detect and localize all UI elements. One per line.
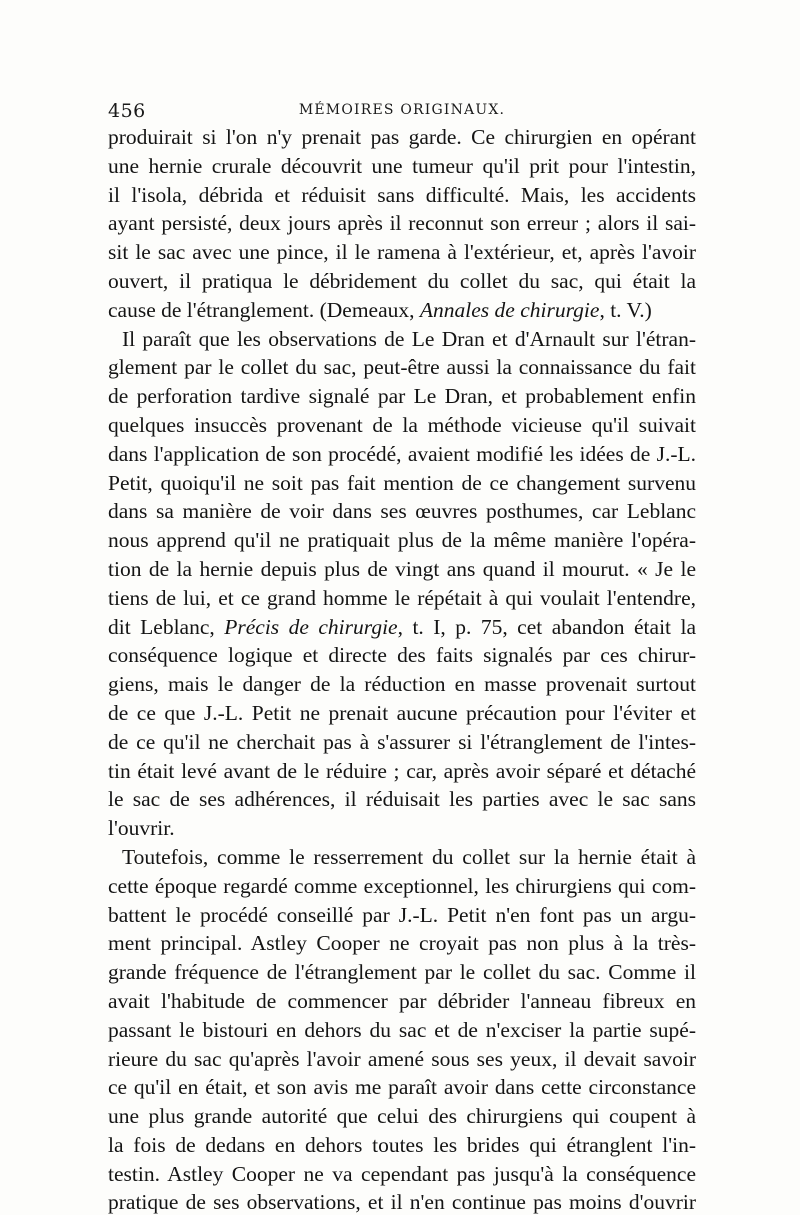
body-text <box>108 123 696 1217</box>
text-line: battent le procédé conseillé par J.-L. Petit n'en font pas un argu- <box>108 902 696 927</box>
text-line: une plus grande autorité que celui des chirurgiens qui coupent à <box>108 1104 696 1129</box>
text-line: tiens de lui, et ce grand homme le répétait à qui voulait l'entendre, <box>108 585 696 610</box>
page-header <box>108 100 696 124</box>
text-line: dans l'application de son procédé, avaient modifié les idées de J.-L. <box>108 441 696 466</box>
text-line: ment principal. Astley Cooper ne croyait pas non plus à la très- <box>108 931 696 956</box>
text-line: produirait si l'on n'y prenait pas garde. Ce chirurgien en opérant <box>108 125 696 149</box>
text-line: de perforation tardive signalé par Le Dran, et probablement enfin <box>108 384 696 409</box>
text-line: sit le sac avec une pince, il le ramena à l'extérieur, et, après l'avoir <box>108 240 696 265</box>
running-title: MÉMOIRES ORIGINAUX. <box>298 102 506 118</box>
text-segment: , t. V.) <box>599 297 652 322</box>
text-segment: cause de l'étranglement. (Demeaux, <box>108 297 420 322</box>
text-line: Petit, quoiqu'il ne soit pas fait mention de ce changement survenu <box>108 470 696 495</box>
text-line: Il paraît que les observations de Le Dran et d'Arnault sur l'étran- <box>122 326 696 351</box>
text-line: avait l'habitude de commencer par débrider l'anneau fibreux en <box>108 988 696 1013</box>
text-line: ouvert, il pratiqua le débridement du collet du sac, qui était la <box>108 268 696 293</box>
text-line: le sac de ses adhérences, il réduisait les parties avec le sac sans <box>108 787 696 812</box>
text-line: de ce que J.-L. Petit ne prenait aucune précaution pour l'éviter et <box>108 700 696 725</box>
text-segment: dit Leblanc, <box>108 614 225 639</box>
text-line: Toutefois, comme le resserrement du collet sur la hernie était à <box>122 844 696 869</box>
text-line: une hernie crurale découvrit une tumeur qu'il prit pour l'intestin, <box>108 153 696 178</box>
text-line: glement par le collet du sac, peut-être aussi la connaissance du fait <box>108 355 696 380</box>
italic-citation: Précis de chirurgie <box>224 614 398 639</box>
text-segment: , t. I, p. 75, cet abandon était la <box>397 614 696 639</box>
text-line: conséquence logique et directe des faits signalés par ces chirur- <box>108 643 696 668</box>
text-line: ayant persisté, deux jours après il reconnut son erreur ; alors il sai- <box>108 211 696 236</box>
text-line: l'ouvrir. <box>108 816 175 841</box>
text-line: nous apprend qu'il ne pratiquait plus de la même manière l'opéra- <box>108 528 696 553</box>
text-line: de ce qu'il ne cherchait pas à s'assurer si l'étranglement de l'intes- <box>108 729 696 754</box>
italic-citation: Annales de chirurgie <box>419 297 600 322</box>
text-line: testin. Astley Cooper ne va cependant pas jusqu'à la conséquence <box>108 1161 696 1186</box>
text-line: giens, mais le danger de la réduction en masse provenait surtout <box>108 672 696 697</box>
text-line <box>108 296 696 325</box>
text-line: dans sa manière de voir dans ses œuvres posthumes, car Leblanc <box>108 499 696 524</box>
text-line: cette époque regardé comme exceptionnel, les chirurgiens qui com- <box>108 873 696 898</box>
text-line: tion de la hernie depuis plus de vingt ans quand il mourut. « Je le <box>108 556 696 581</box>
page-number: 456 <box>108 100 146 122</box>
text-line: tin était levé avant de le réduire ; car, après avoir séparé et détaché <box>108 758 696 783</box>
text-line: ce qu'il en était, et son avis me paraît avoir dans cette circonstance <box>108 1075 696 1100</box>
text-line: rieure du sac qu'après l'avoir amené sous ses yeux, il devait savoir <box>108 1046 696 1071</box>
text-line: passant le bistouri en dehors du sac et de n'exciser la partie supé- <box>108 1017 696 1042</box>
text-line: la fois de dedans en dehors toutes les brides qui étranglent l'in- <box>108 1132 696 1157</box>
text-line: grande fréquence de l'étranglement par le collet du sac. Comme il <box>108 960 696 985</box>
text-line: il l'isola, débrida et réduisit sans difficulté. Mais, les accidents <box>108 182 696 207</box>
text-line: pratique de ses observations, et il n'en continue pas moins d'ouvrir <box>108 1190 696 1215</box>
text-line: quelques insuccès provenant de la méthode vicieuse qu'il suivait <box>108 412 696 437</box>
text-line <box>108 613 696 642</box>
